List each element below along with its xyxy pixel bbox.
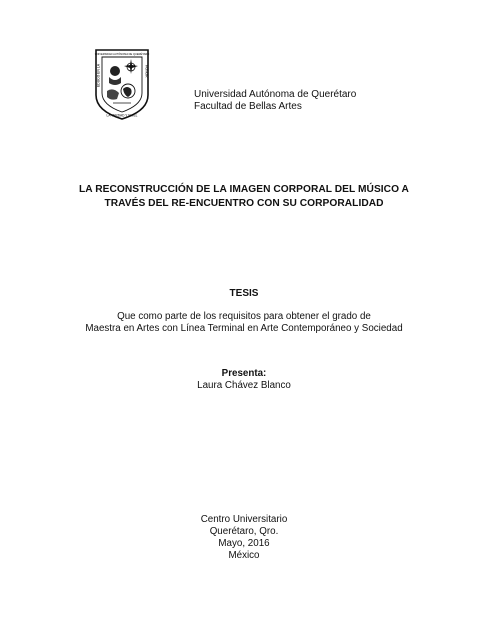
purpose-line-2: Maestra en Artes con Línea Terminal en Arte Contemporáneo y Sociedad [85, 323, 403, 334]
university-seal-logo [93, 47, 151, 121]
degree-purpose [40, 311, 448, 335]
presenter-label: Presenta: [221, 368, 267, 379]
document-type: TESIS [229, 288, 259, 299]
institution-block [194, 89, 356, 113]
thesis-title [60, 183, 428, 211]
presenter-name: Laura Chávez Blanco [197, 380, 291, 391]
title-line-2: TRAVÉS DEL RE-ENCUENTRO CON SU CORPORALIDAD [104, 198, 384, 209]
seal-right-text: HONOR [144, 65, 149, 78]
faculty-name: Facultad de Bellas Artes [194, 101, 302, 112]
date: Mayo, 2016 [218, 538, 270, 549]
university-name: Universidad Autónoma de Querétaro [194, 89, 357, 100]
seal-left-text: EDUCO EN LA [96, 64, 101, 87]
campus: Centro Universitario [200, 514, 288, 525]
country: México [228, 550, 260, 561]
purpose-line-1: Que como parte de los requisitos para obtener el grado de [117, 311, 371, 322]
title-line-1: LA RECONSTRUCCIÓN DE LA IMAGEN CORPORAL DEL MÚSICO A [79, 184, 409, 195]
presenter-block [40, 368, 448, 392]
place-date-block [40, 514, 448, 562]
seal-bottom-text: LA VERDAD Y EN EL [106, 113, 138, 118]
city: Querétaro, Qro. [209, 526, 279, 537]
seal-top-text: UNIVERSIDAD AUTÓNOMA DE QUERÉTARO [94, 53, 150, 56]
